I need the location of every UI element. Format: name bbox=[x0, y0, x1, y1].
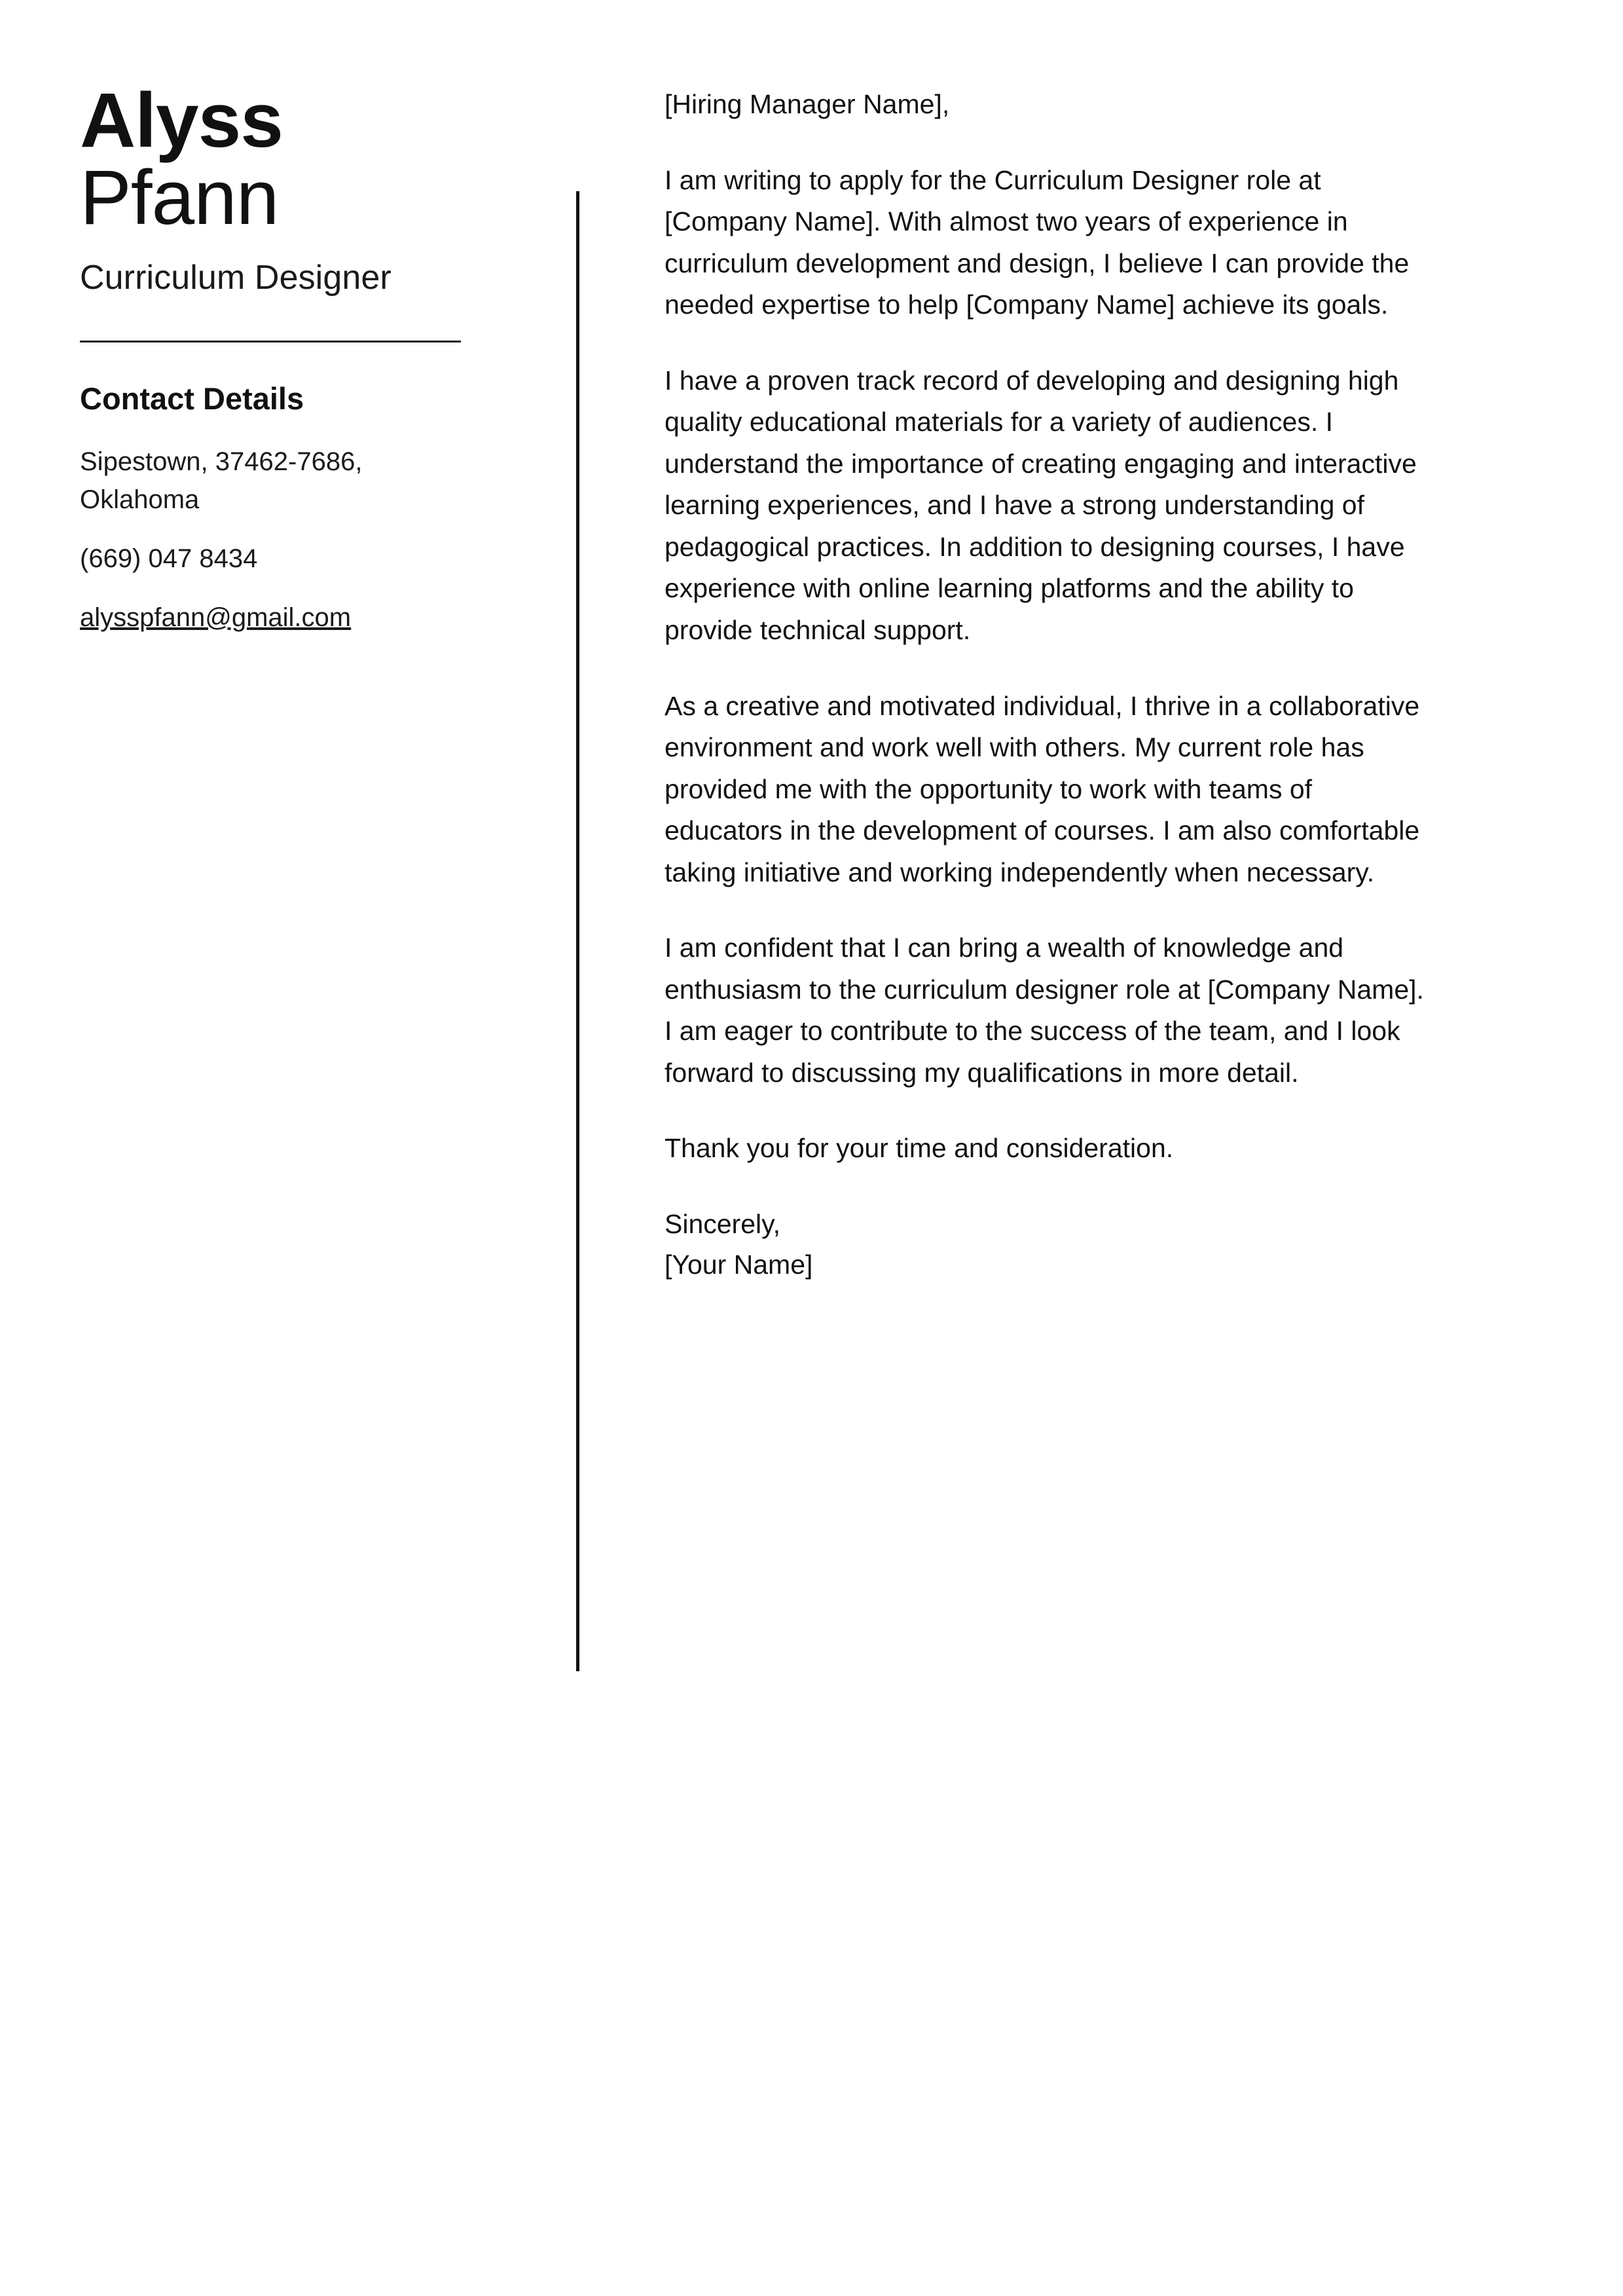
last-name: Pfann bbox=[80, 155, 279, 242]
sidebar bbox=[0, 77, 576, 657]
letter-section bbox=[576, 84, 1623, 1671]
letter-paragraph: I have a proven track record of developing and designing high quality educational materials for a variety of audiences. I understand the importance of creating engaging and interactive learning experiences, and I have a strong understanding of pedagogical practices. In addition to designing courses, I have experience with online learning platforms and the ability to provide technical support. bbox=[665, 365, 1417, 646]
first-name: Alyss bbox=[80, 77, 283, 164]
contact-email-link[interactable]: alysspfann@gmail.com bbox=[80, 603, 352, 633]
letter-signature: [Your Name] bbox=[665, 1250, 813, 1280]
job-title: Curriculum Designer bbox=[80, 259, 392, 297]
letter-signoff bbox=[665, 1204, 1431, 1286]
letter-closing: Sincerely, bbox=[665, 1209, 780, 1240]
contact-email[interactable] bbox=[80, 599, 473, 637]
letter-body bbox=[579, 84, 1431, 1671]
applicant-name bbox=[80, 77, 550, 242]
contact-details-heading: Contact Details bbox=[80, 381, 304, 417]
letter-paragraph: I am writing to apply for the Curriculum Designer role at [Company Name]. With almost two years of experience in curriculum development and design, I believe I can provide the needed expertise to help [Company Name] achieve its goals. bbox=[665, 164, 1410, 320]
letter-thanks: Thank you for your time and consideration. bbox=[665, 1133, 1174, 1164]
letter-paragraph: I am confident that I can bring a wealth of knowledge and enthusiasm to the curriculum designer role at [Company Name]. I am eager to contribute to the success of the team, and I look forward to discussing my qualifications in more detail. bbox=[665, 933, 1424, 1088]
contact-address: Sipestown, 37462-7686, Oklahoma bbox=[80, 447, 363, 515]
contact-phone[interactable]: (669) 047 8434 bbox=[80, 544, 258, 574]
header-divider bbox=[80, 341, 461, 343]
letter-salutation: [Hiring Manager Name], bbox=[665, 89, 950, 119]
letter-paragraph: As a creative and motivated individual, I thrive in a collaborative environment and work well with others. My current role has provided me with the opportunity to work with teams of educators in the development of courses. I am also comfortable taking initiative and working independently when necessary. bbox=[665, 690, 1420, 887]
